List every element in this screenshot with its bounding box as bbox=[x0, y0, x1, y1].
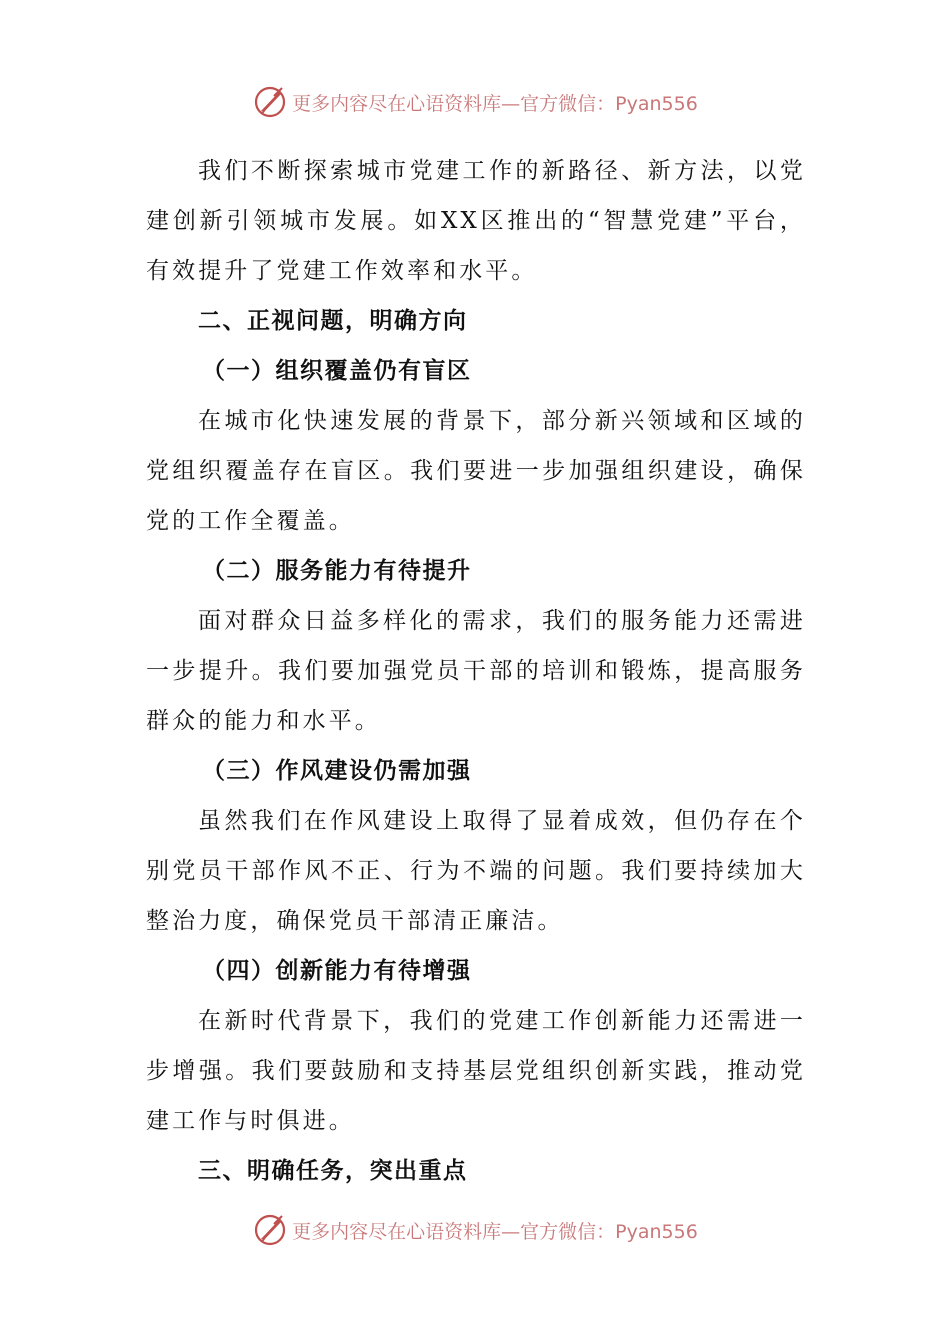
watermark-id: Pyan556 bbox=[615, 92, 698, 115]
quill-pen-circle-icon bbox=[252, 84, 288, 120]
quill-pen-circle-icon bbox=[252, 1212, 288, 1248]
paragraph-coverage: 在城市化快速发展的背景下，部分新兴领域和区域的党组织覆盖存在盲区。我们要进一步加强组织建设，确保党的工作全覆盖。 bbox=[146, 408, 806, 534]
header-watermark bbox=[0, 82, 950, 122]
subheading-4: （四）创新能力有待增强 bbox=[202, 958, 472, 984]
section-heading-2: 二、正视问题，明确方向 bbox=[198, 308, 468, 334]
paragraph-creativity: 在新时代背景下，我们的党建工作创新能力还需进一步增强。我们要鼓励和支持基层党组织创新实践，推动党建工作与时俱进。 bbox=[146, 1008, 806, 1134]
watermark-id: Pyan556 bbox=[615, 1220, 698, 1243]
watermark-text: 更多内容尽在心语资料库—官方微信：Pyan556 bbox=[292, 1220, 698, 1243]
footer-watermark bbox=[0, 1210, 950, 1250]
paragraph-conduct: 虽然我们在作风建设上取得了显着成效，但仍存在个别党员干部作风不正、行为不端的问题。我们要持续加大整治力度，确保党员干部清正廉洁。 bbox=[146, 808, 806, 934]
document-body bbox=[146, 146, 806, 1196]
paragraph-service: 面对群众日益多样化的需求，我们的服务能力还需进一步提升。我们要加强党员干部的培训和锻炼，提高服务群众的能力和水平。 bbox=[146, 608, 806, 734]
subheading-1: （一）组织覆盖仍有盲区 bbox=[202, 358, 472, 384]
watermark-text: 更多内容尽在心语资料库—官方微信：Pyan556 bbox=[292, 92, 698, 115]
section-heading-3: 三、明确任务，突出重点 bbox=[198, 1158, 468, 1184]
paragraph-innovation: 我们不断探索城市党建工作的新路径、新方法，以党建创新引领城市发展。如XX区推出的“智慧党建”平台，有效提升了党建工作效率和水平。 bbox=[146, 158, 806, 284]
subheading-2: （二）服务能力有待提升 bbox=[202, 558, 472, 584]
subheading-3: （三）作风建设仍需加强 bbox=[202, 758, 472, 784]
